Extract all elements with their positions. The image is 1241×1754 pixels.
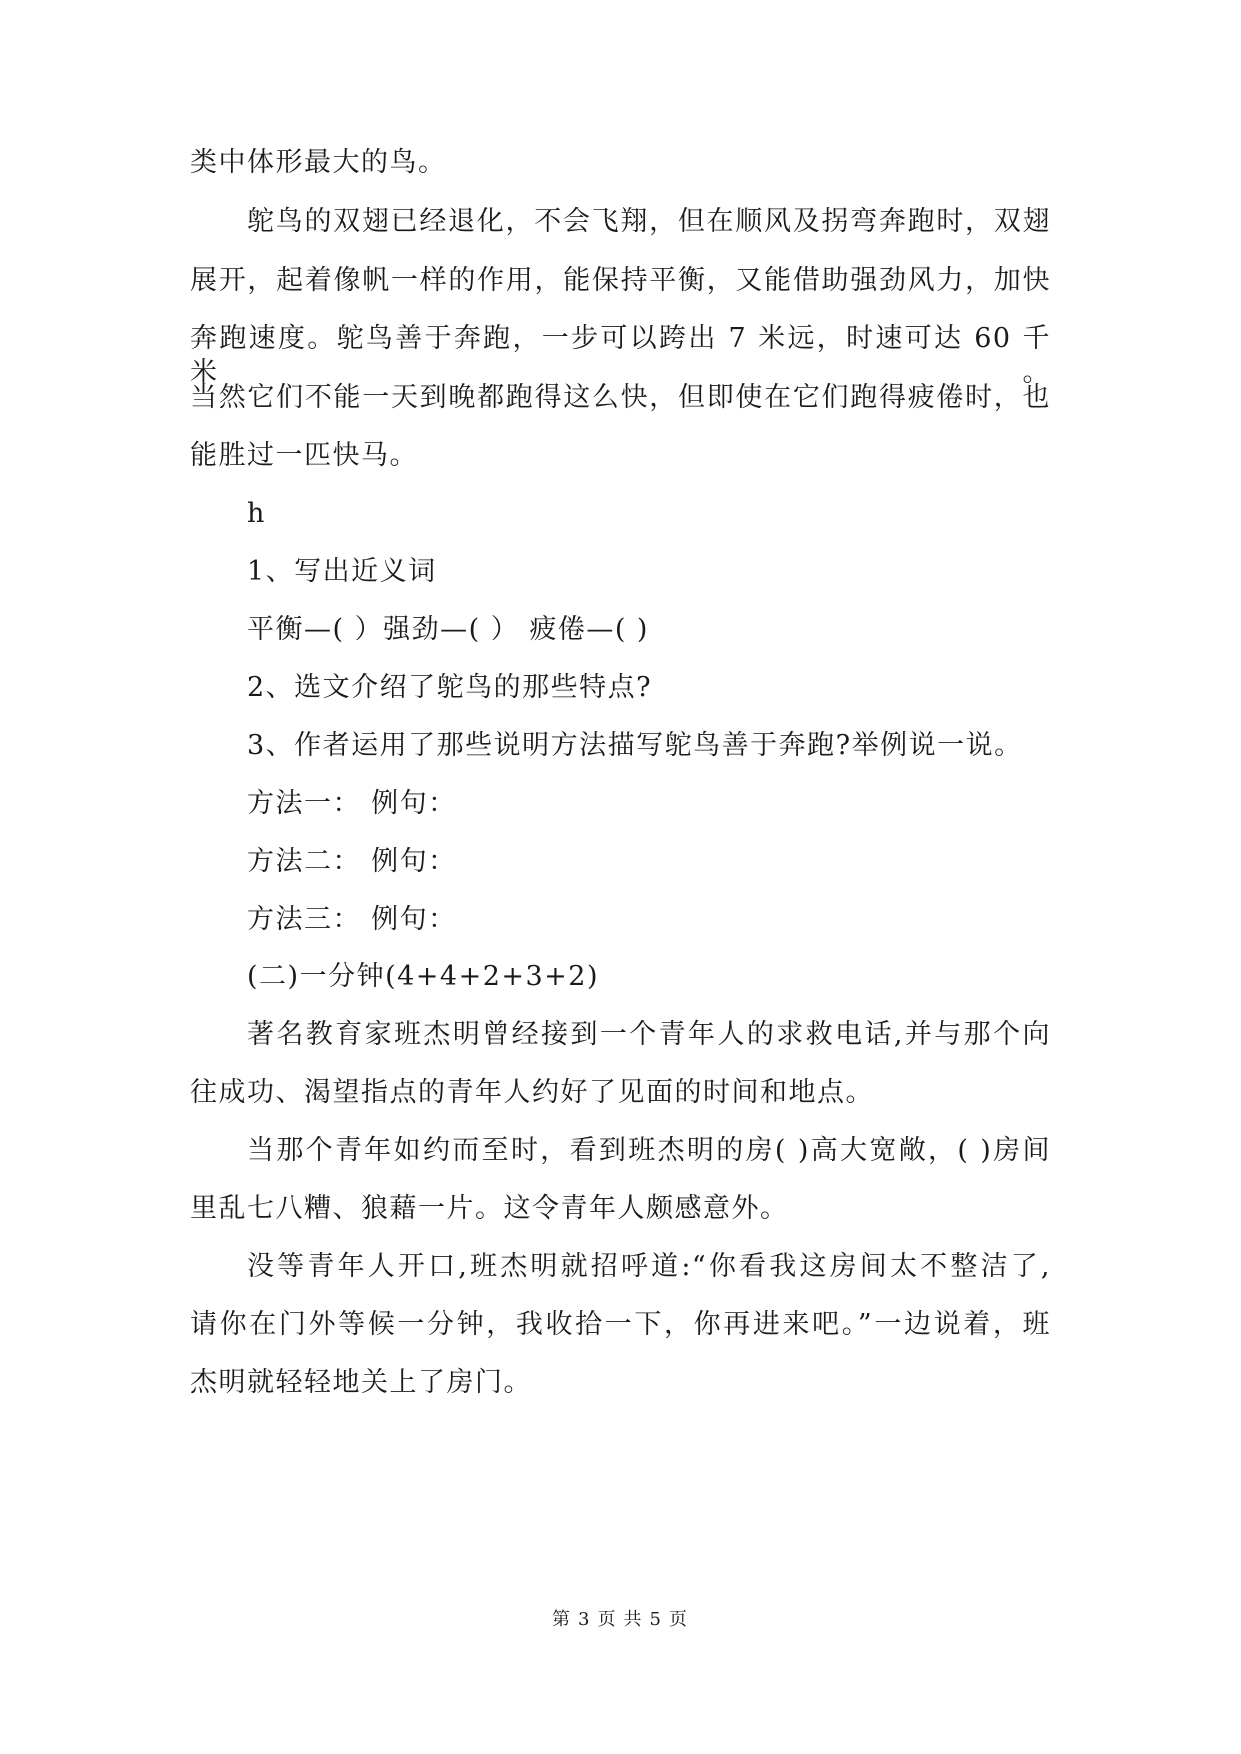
- text-line: 里乱七八糟、狼藉一片。这令青年人颇感意外。: [190, 1193, 789, 1224]
- footer-label: 页: [597, 1609, 618, 1630]
- section-heading: (二)一分钟(4+4+2+3+2): [247, 961, 600, 992]
- text-line: 杰明就轻轻地关上了房门。: [190, 1367, 532, 1398]
- text-line: 没等青年人开口,班杰明就招呼道:“你看我这房间太不整洁了,: [247, 1251, 1051, 1282]
- total-pages-number: 5: [649, 1609, 663, 1630]
- footer-label: 第: [552, 1609, 573, 1630]
- text-line: 往成功、渴望指点的青年人约好了见面的时间和地点。: [190, 1077, 874, 1108]
- page-footer: [0, 1608, 1241, 1632]
- text-line: 展开，起着像帆一样的作用，能保持平衡，又能借助强劲风力，加快: [190, 265, 1051, 296]
- footer-label: 共: [623, 1609, 644, 1630]
- text-line: 类中体形最大的鸟。: [190, 147, 447, 178]
- answer-line: 方法一： 例句：: [247, 788, 457, 819]
- text-line: 奔跑速度。鸵鸟善于奔跑，一步可以跨出 7 米远，时速可达 60 千米。: [190, 323, 1051, 388]
- text-line: 著名教育家班杰明曾经接到一个青年人的求救电话,并与那个向: [247, 1019, 1051, 1050]
- answer-line: 方法二： 例句：: [247, 846, 457, 877]
- answer-line: 方法三： 例句：: [247, 904, 457, 935]
- question-heading: 2、选文介绍了鸵鸟的那些特点?: [247, 672, 653, 703]
- text-line: 鸵鸟的双翅已经退化，不会飞翔，但在顺风及拐弯奔跑时，双翅: [247, 206, 1051, 237]
- text-line: 当那个青年如约而至时，看到班杰明的房( )高大宽敞，( )房间: [247, 1135, 1051, 1166]
- text-line: 能胜过一匹快马。: [190, 440, 418, 471]
- question-blanks: 平衡—( ）强劲—( ） 疲倦—( ): [247, 614, 649, 645]
- question-heading: 1、写出近义词: [247, 556, 437, 587]
- question-heading: 3、作者运用了那些说明方法描写鸵鸟善于奔跑?举例说一说。: [247, 730, 1023, 761]
- current-page-number: 3: [578, 1609, 592, 1630]
- text-line: 请你在门外等候一分钟，我收拾一下，你再进来吧。”一边说着，班: [190, 1309, 1051, 1340]
- footer-label: 页: [668, 1609, 689, 1630]
- text-line: 当然它们不能一天到晚都跑得这么快，但即使在它们跑得疲倦时，也: [190, 382, 1051, 413]
- text-line: h: [247, 498, 266, 529]
